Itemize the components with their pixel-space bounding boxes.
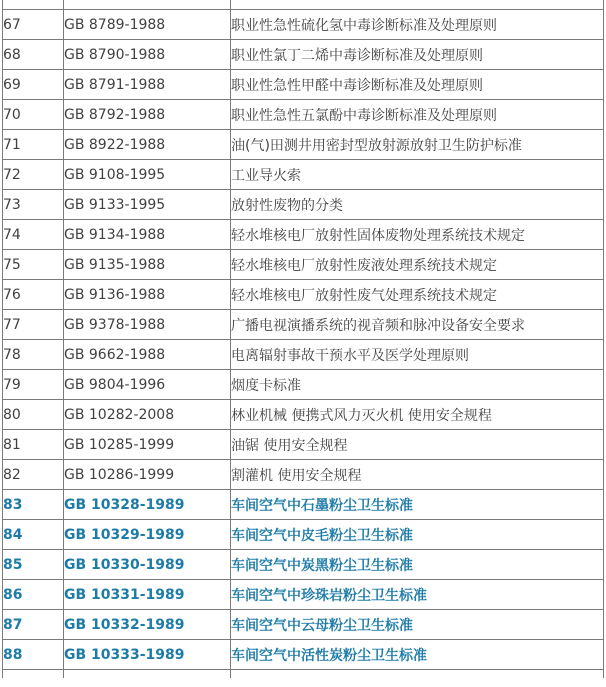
row-number-cell: 87 xyxy=(3,610,64,640)
standard-title-cell: 轻水堆核电厂放射性废液处理系统技术规定 xyxy=(231,250,604,280)
table-row xyxy=(3,550,604,580)
row-number-cell: 82 xyxy=(3,460,64,490)
table-row xyxy=(3,400,604,430)
standard-title-link[interactable]: 车间空气中云母粉尘卫生标准 xyxy=(231,610,604,640)
standard-code-cell: GB 8791-1988 xyxy=(64,70,231,100)
row-number-cell xyxy=(3,0,64,10)
row-number-cell: 85 xyxy=(3,550,64,580)
row-number-cell xyxy=(3,670,64,679)
table-row xyxy=(3,460,604,490)
row-number-cell: 76 xyxy=(3,280,64,310)
standard-title-cell: 放射性废物的分类 xyxy=(231,190,604,220)
standard-title-cell: 职业性氯丁二烯中毒诊断标准及处理原则 xyxy=(231,40,604,70)
standard-code-link[interactable]: GB 10330-1989 xyxy=(64,550,231,580)
standard-code-cell: GB 9378-1988 xyxy=(64,310,231,340)
table-row xyxy=(3,70,604,100)
row-number-cell: 79 xyxy=(3,370,64,400)
standard-title-cell: 轻水堆核电厂放射性固体废物处理系统技术规定 xyxy=(231,220,604,250)
standard-code-link[interactable]: GB 10329-1989 xyxy=(64,520,231,550)
standard-title-cell: 广播电视演播系统的视音频和脉冲设备安全要求 xyxy=(231,310,604,340)
standard-title-cell: 职业性急性五氯酚中毒诊断标准及处理原则 xyxy=(231,100,604,130)
standard-title-cell: 职业性急性硫化氢中毒诊断标准及处理原则 xyxy=(231,10,604,40)
standard-title-link[interactable]: 车间空气中石墨粉尘卫生标准 xyxy=(231,490,604,520)
row-number-cell: 80 xyxy=(3,400,64,430)
standard-code-cell: GB 9804-1996 xyxy=(64,370,231,400)
row-number-cell: 83 xyxy=(3,490,64,520)
table-row xyxy=(3,40,604,70)
row-number-cell: 88 xyxy=(3,640,64,670)
standard-title-cell: 烟度卡标准 xyxy=(231,370,604,400)
partial-row-bottom xyxy=(3,670,604,679)
standard-title-cell: 油锯 使用安全规程 xyxy=(231,430,604,460)
standard-code-cell: GB 9108-1995 xyxy=(64,160,231,190)
table-row xyxy=(3,220,604,250)
table-row xyxy=(3,280,604,310)
standard-code-cell: GB 9133-1995 xyxy=(64,190,231,220)
table-row xyxy=(3,10,604,40)
table-row xyxy=(3,580,604,610)
standard-title-cell: 油(气)田测井用密封型放射源放射卫生防护标准 xyxy=(231,130,604,160)
standard-title-cell xyxy=(231,670,604,679)
standard-code-link[interactable]: GB 10331-1989 xyxy=(64,580,231,610)
row-number-cell: 74 xyxy=(3,220,64,250)
standard-code-cell: GB 8789-1988 xyxy=(64,10,231,40)
table-row xyxy=(3,160,604,190)
table-row xyxy=(3,490,604,520)
standard-title-link[interactable]: 车间空气中活性炭粉尘卫生标准 xyxy=(231,640,604,670)
table-row xyxy=(3,250,604,280)
row-number-cell: 77 xyxy=(3,310,64,340)
standard-title-link[interactable]: 车间空气中炭黑粉尘卫生标准 xyxy=(231,550,604,580)
standard-code-link[interactable]: GB 10328-1989 xyxy=(64,490,231,520)
row-number-cell: 84 xyxy=(3,520,64,550)
partial-row-top xyxy=(3,0,604,10)
standard-code-cell: GB 8790-1988 xyxy=(64,40,231,70)
table-row xyxy=(3,610,604,640)
standard-code-cell: GB 9662-1988 xyxy=(64,340,231,370)
table-row xyxy=(3,370,604,400)
row-number-cell: 67 xyxy=(3,10,64,40)
row-number-cell: 86 xyxy=(3,580,64,610)
standard-code-cell: GB 9135-1988 xyxy=(64,250,231,280)
standard-code-cell: GB 9136-1988 xyxy=(64,280,231,310)
standard-code-link[interactable]: GB 10333-1989 xyxy=(64,640,231,670)
standard-title-cell: 工业导火索 xyxy=(231,160,604,190)
row-number-cell: 70 xyxy=(3,100,64,130)
standard-title-cell: 轻水堆核电厂放射性废气处理系统技术规定 xyxy=(231,280,604,310)
standard-title-cell xyxy=(231,0,604,10)
table-row xyxy=(3,340,604,370)
standard-code-cell: GB 10285-1999 xyxy=(64,430,231,460)
row-number-cell: 81 xyxy=(3,430,64,460)
standard-code-cell xyxy=(64,0,231,10)
row-number-cell: 69 xyxy=(3,70,64,100)
standard-title-link[interactable]: 车间空气中皮毛粉尘卫生标准 xyxy=(231,520,604,550)
row-number-cell: 75 xyxy=(3,250,64,280)
standard-code-cell: GB 8792-1988 xyxy=(64,100,231,130)
standard-code-cell: GB 9134-1988 xyxy=(64,220,231,250)
table-row xyxy=(3,190,604,220)
standard-title-link[interactable]: 车间空气中珍珠岩粉尘卫生标准 xyxy=(231,580,604,610)
table-row xyxy=(3,640,604,670)
row-number-cell: 72 xyxy=(3,160,64,190)
standard-code-link[interactable]: GB 10332-1989 xyxy=(64,610,231,640)
standard-code-cell: GB 8922-1988 xyxy=(64,130,231,160)
standard-title-cell: 割灌机 使用安全规程 xyxy=(231,460,604,490)
standards-table xyxy=(2,0,604,678)
standard-code-cell xyxy=(64,670,231,679)
table-row xyxy=(3,100,604,130)
row-number-cell: 68 xyxy=(3,40,64,70)
standard-title-cell: 职业性急性甲醛中毒诊断标准及处理原则 xyxy=(231,70,604,100)
row-number-cell: 73 xyxy=(3,190,64,220)
row-number-cell: 71 xyxy=(3,130,64,160)
standard-title-cell: 电离辐射事故干预水平及医学处理原则 xyxy=(231,340,604,370)
table-row xyxy=(3,520,604,550)
standard-code-cell: GB 10286-1999 xyxy=(64,460,231,490)
standard-code-cell: GB 10282-2008 xyxy=(64,400,231,430)
table-row xyxy=(3,430,604,460)
table-row xyxy=(3,130,604,160)
table-row xyxy=(3,310,604,340)
row-number-cell: 78 xyxy=(3,340,64,370)
standard-title-cell: 林业机械 便携式风力灭火机 使用安全规程 xyxy=(231,400,604,430)
